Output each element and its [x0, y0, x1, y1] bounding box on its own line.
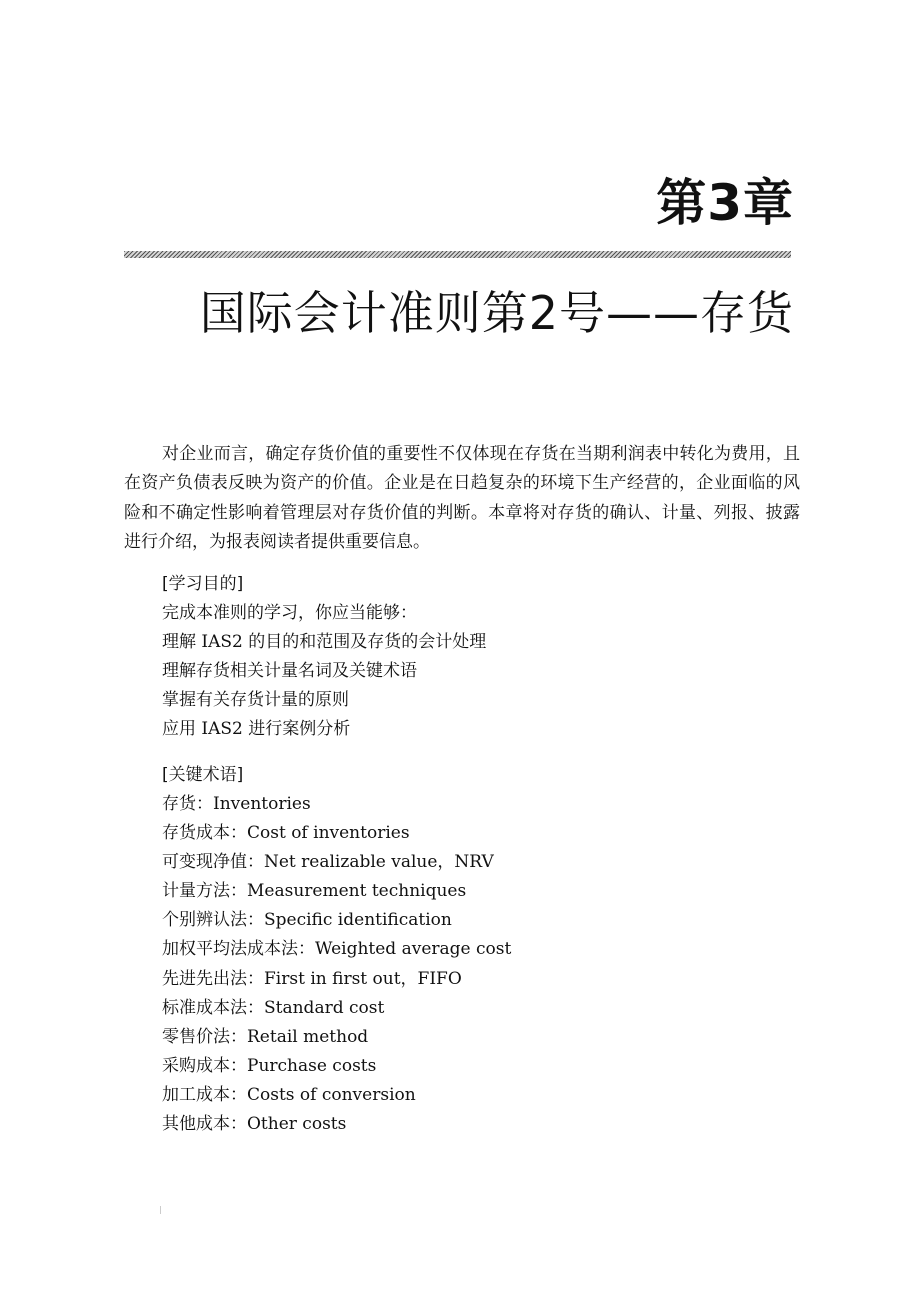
key-term-zh: 零售价法：	[162, 1026, 247, 1047]
chapter-rule	[124, 251, 791, 258]
key-term-item	[162, 790, 511, 819]
key-term-en: Cost of inventories	[247, 823, 410, 844]
objective-item: 应用 IAS2 进行案例分析	[162, 719, 351, 740]
objectives-heading: [学习目的]	[162, 574, 244, 594]
key-term-zh: 加工成本：	[162, 1084, 247, 1105]
key-term-item	[162, 935, 511, 964]
key-term-item	[162, 1110, 511, 1139]
key-term-en: Weighted average cost	[315, 939, 512, 960]
key-term-zh: 存货成本：	[162, 823, 247, 844]
key-term-en: Inventories	[213, 794, 311, 814]
key-term-item	[162, 848, 511, 877]
key-term-zh: 存货：	[162, 794, 213, 814]
key-term-zh: 采购成本：	[162, 1055, 247, 1076]
key-term-en: Specific identification	[264, 910, 452, 931]
key-term-zh: 计量方法：	[162, 881, 247, 902]
key-term-item	[162, 1052, 511, 1081]
key-terms	[162, 761, 511, 1139]
key-term-item	[162, 1023, 511, 1052]
key-term-item	[162, 906, 511, 935]
objectives-lead: 完成本准则的学习，你应当能够：	[162, 603, 417, 623]
key-term-en: First in first out，FIFO	[264, 968, 462, 989]
key-term-item	[162, 1081, 511, 1110]
key-term-zh: 其他成本：	[162, 1114, 247, 1135]
key-term-zh: 加权平均法成本法：	[162, 939, 315, 960]
key-term-zh: 标准成本法：	[162, 997, 264, 1018]
key-term-zh: 个别辨认法：	[162, 910, 264, 931]
key-term-item	[162, 877, 511, 906]
key-term-item	[162, 819, 511, 848]
key-terms-heading: [关键术语]	[162, 765, 244, 785]
key-term-en: Measurement techniques	[247, 881, 467, 902]
chapter-number: 第3章	[656, 174, 794, 232]
objective-item: 掌握有关存货计量的原则	[162, 690, 349, 711]
intro-paragraph: 对企业而言，确定存货价值的重要性不仅体现在存货在当期利润表中转化为费用，且在资产负债表反映为资产的价值。企业是在日趋复杂的环境下生产经营的，企业面临的风险和不确定性影响着管理层对存货价值的判断。本章将对存货的确认、计量、列报、披露进行介绍，为报表阅读者提供重要信息。	[124, 444, 800, 552]
learning-objectives	[162, 570, 486, 744]
key-term-en: Other costs	[247, 1114, 347, 1135]
key-term-en: Net realizable value，NRV	[264, 852, 494, 873]
objective-item: 理解 IAS2 的目的和范围及存货的会计处理	[162, 632, 487, 653]
key-term-item	[162, 965, 511, 994]
key-term-en: Standard cost	[264, 997, 385, 1018]
chapter-title: 国际会计准则第2号——存货	[199, 286, 794, 340]
key-term-zh: 可变现净值：	[162, 852, 264, 873]
key-term-en: Purchase costs	[247, 1055, 377, 1076]
key-term-zh: 先进先出法：	[162, 968, 264, 989]
page-mark	[160, 1206, 161, 1214]
objective-item: 理解存货相关计量名词及关键术语	[162, 661, 417, 682]
key-term-en: Retail method	[247, 1026, 369, 1047]
key-term-item	[162, 994, 511, 1023]
key-term-en: Costs of conversion	[247, 1084, 416, 1105]
